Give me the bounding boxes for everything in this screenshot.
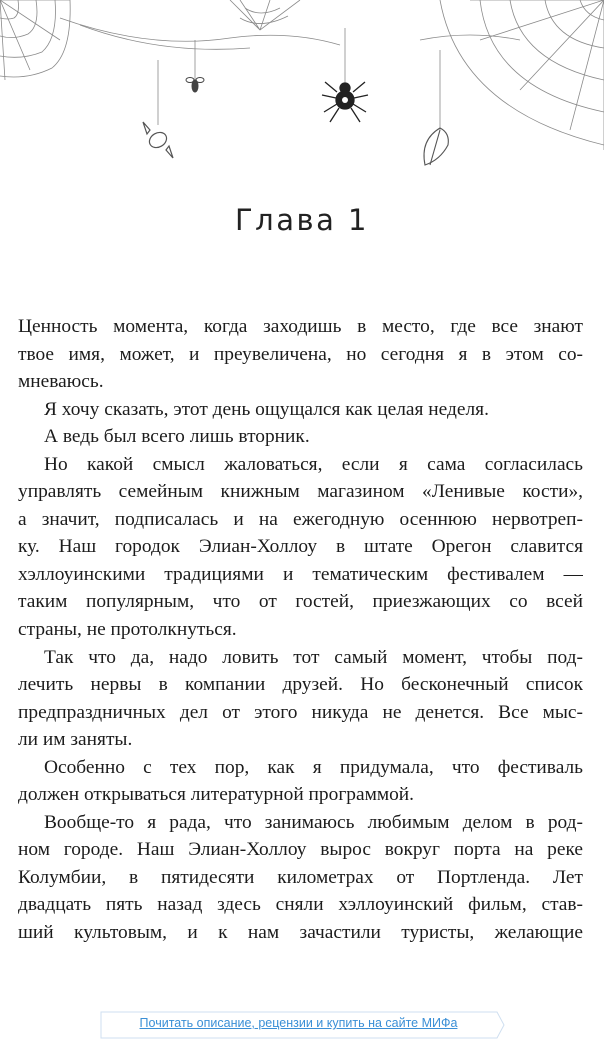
text-line: мневаюсь. <box>18 371 104 393</box>
candy-icon <box>143 122 173 158</box>
text-line: а значит, подписалась и на ежегодную осеннюю нервотреп- <box>18 508 583 530</box>
text-line: должен открываться литературной программой. <box>18 784 415 806</box>
text-line: Особенно с тех пор, как я придумала, что фестиваль <box>44 756 583 778</box>
text-line: хэллоуинскими традициями и тематическим фестивалем — <box>18 563 583 585</box>
store-link[interactable]: Почитать описание, рецензии и купить на сайте МИФа <box>139 1016 458 1030</box>
text-line: ли им заняты. <box>18 729 133 751</box>
chapter-title: Глава 1 <box>234 203 370 237</box>
text-line: ном городе. Наш Элиан-Холлоу вырос вокруг порта на реке <box>18 839 583 861</box>
text-line: Я хочу сказать, этот день ощущался как целая неделя. <box>44 398 489 420</box>
right-web-icon <box>420 0 604 150</box>
text-line: Ценность момента, когда заходишь в место, где все знают <box>18 316 583 337</box>
text-line: твое имя, может, и преувеличена, но сегодня я в этом со- <box>18 343 583 365</box>
spider-icon <box>322 82 368 122</box>
text-line: А ведь был всего лишь вторник. <box>44 426 310 448</box>
text-line: страны, не протолкнуться. <box>18 619 237 641</box>
leaf-icon <box>424 128 448 165</box>
text-line: Колумбии, в пятидесяти километрах от Портленда. Лет <box>18 866 583 888</box>
text-line: управлять семейным книжным магазином «Ленивые кости», <box>18 481 583 503</box>
text-line: ку. Наш городок Элиан-Холлоу в штате Орегон славится <box>18 536 583 558</box>
fly-icon <box>186 78 204 93</box>
text-line: Так что да, надо ловить тот самый момент, чтобы под- <box>44 646 583 668</box>
text-line: Вообще-то я рада, что занимаюсь любимым делом в род- <box>44 811 583 833</box>
text-line: двадцать пять назад здесь сняли хэллоуинский фильм, став- <box>18 894 583 916</box>
text-line: ший культовым, и к нам зачастили туристы, желающие <box>18 922 583 944</box>
text-line: предпраздничных дел от этого никуда не денется. Все мыс- <box>18 701 583 723</box>
left-web-icon <box>0 0 70 80</box>
text-line: лечить нервы в компании друзей. Но бесконечный список <box>18 674 583 696</box>
spider-web-decoration <box>0 0 604 190</box>
text-line: Но какой смысл жаловаться, если я сама согласилась <box>44 453 583 475</box>
text-line: таким популярным, что от гостей, приезжающих со всей <box>18 591 583 613</box>
store-banner[interactable] <box>100 1011 505 1039</box>
center-web-icon <box>230 0 300 30</box>
chapter-text <box>18 313 583 947</box>
